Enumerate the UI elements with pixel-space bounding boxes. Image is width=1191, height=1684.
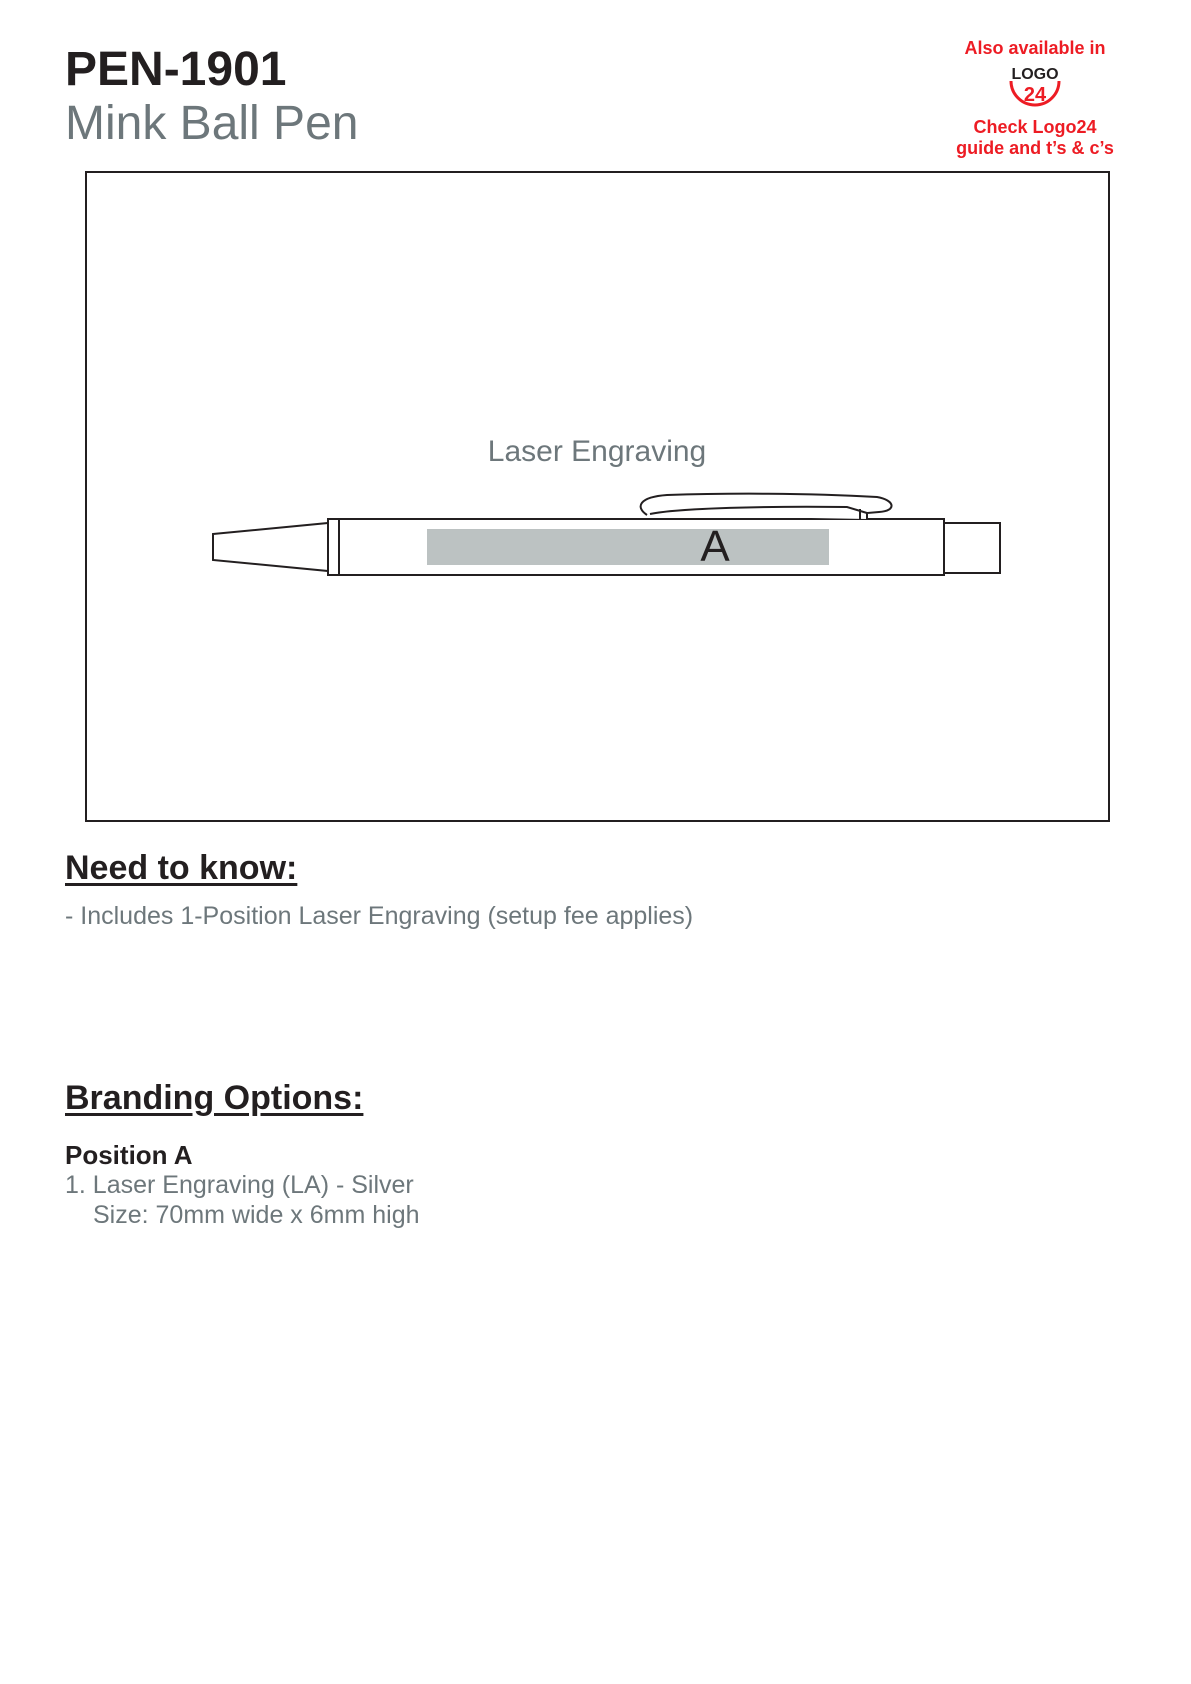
branding-size-line: Size: 70mm wide x 6mm high bbox=[93, 1201, 420, 1229]
print-area-a bbox=[427, 529, 829, 565]
product-diagram-frame bbox=[85, 171, 1110, 822]
promo-available-text: Also available in bbox=[964, 38, 1106, 58]
need-to-know-item: - Includes 1-Position Laser Engraving (setup fee applies) bbox=[65, 902, 694, 930]
position-a-marker: A bbox=[700, 522, 730, 571]
branding-options-heading: Branding Options: bbox=[65, 1079, 364, 1117]
pen-plunger bbox=[944, 523, 1000, 573]
promo-terms-text: guide and t’s & c’s bbox=[956, 138, 1114, 158]
logo24-promo bbox=[935, 38, 1135, 159]
need-to-know-heading: Need to know: bbox=[65, 849, 298, 887]
product-code: PEN-1901 bbox=[65, 43, 287, 96]
branding-option-line: 1. Laser Engraving (LA) - Silver bbox=[65, 1171, 414, 1199]
product-name: Mink Ball Pen bbox=[65, 97, 359, 150]
promo-check-text: Check Logo24 bbox=[973, 117, 1097, 137]
logo24-number: 24 bbox=[1023, 84, 1047, 106]
pen-illustration bbox=[87, 173, 1107, 819]
logo24-word: LOGO bbox=[1011, 66, 1059, 83]
position-a-title: Position A bbox=[65, 1140, 193, 1170]
logo24-icon bbox=[1005, 61, 1065, 115]
pen-tip-collar bbox=[328, 519, 339, 575]
diagram-method-label: Laser Engraving bbox=[487, 435, 707, 468]
pen-tip bbox=[213, 523, 328, 571]
